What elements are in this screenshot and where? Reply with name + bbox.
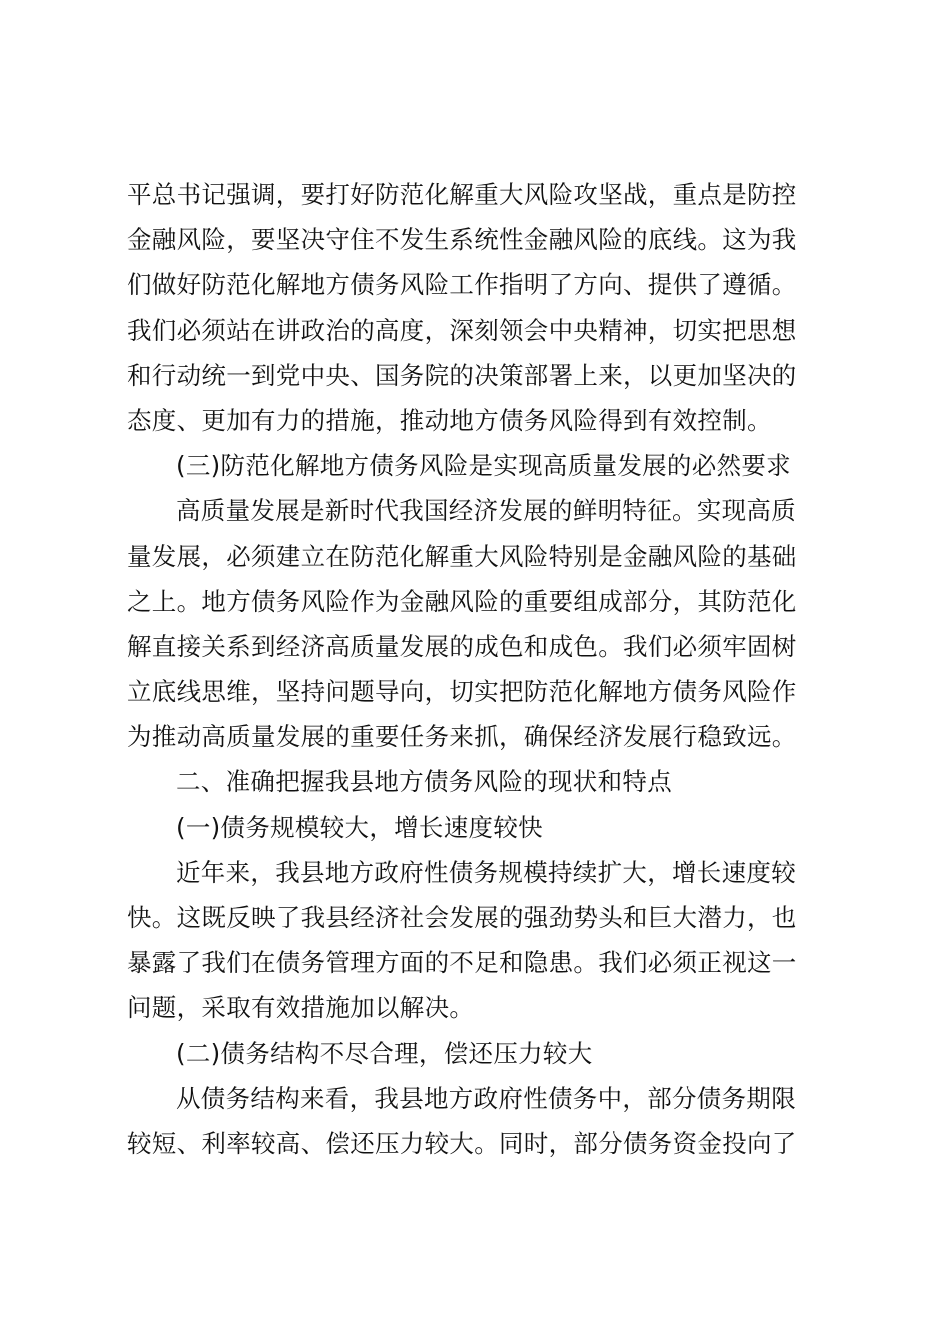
text-line: 近年来，我县地方政府性债务规模持续扩大，增长速度较 [176,857,796,887]
text-line: 高质量发展是新时代我国经济发展的鲜明特征。实现高质 [176,496,796,526]
text-line: 金融风险，要坚决守住不发生系统性金融风险的底线。这为我 [127,225,797,255]
text-line: 立底线思维，坚持问题导向，切实把防范化解地方债务风险作 [127,677,797,707]
text-line: 之上。地方债务风险作为金融风险的重要组成部分，其防范化 [127,586,797,616]
text-line: 解直接关系到经济高质量发展的成色和成色。我们必须牢固树 [127,631,797,661]
text-line: 平总书记强调，要打好防范化解重大风险攻坚战，重点是防控 [127,180,797,209]
text-line: 量发展，必须建立在防范化解重大风险特别是金融风险的基础 [127,541,797,571]
text-line: 们做好防范化解地方债务风险工作指明了方向、提供了遵循。 [127,270,797,300]
document-body [127,172,827,1166]
text-line: 和行动统一到党中央、国务院的决策部署上来，以更加坚决的 [127,360,797,390]
text-line: 快。这既反映了我县经济社会发展的强劲势头和巨大潜力，也 [127,903,797,932]
subsection-heading: (一)债务规模较大，增长速度较快 [176,812,543,842]
text-line: 从债务结构来看，我县地方政府性债务中，部分债务期限 [176,1083,796,1113]
subsection-heading: (二)债务结构不尽合理，偿还压力较大 [176,1038,593,1068]
text-line: 态度、更加有力的措施，推动地方债务风险得到有效控制。 [127,405,772,435]
text-line: 为推动高质量发展的重要任务来抓，确保经济发展行稳致远。 [127,722,797,752]
section-heading: 二、准确把握我县地方债务风险的现状和特点 [176,767,672,797]
text-line: 暴露了我们在债务管理方面的不足和隐患。我们必须正视这一 [127,948,797,978]
text-line: 较短、利率较高、偿还压力较大。同时，部分债务资金投向了 [127,1128,797,1158]
section-heading: (三)防范化解地方债务风险是实现高质量发展的必然要求 [176,451,791,481]
text-line: 我们必须站在讲政治的高度，深刻领会中央精神，切实把思想 [127,315,797,345]
text-line: 问题，采取有效措施加以解决。 [127,993,475,1023]
